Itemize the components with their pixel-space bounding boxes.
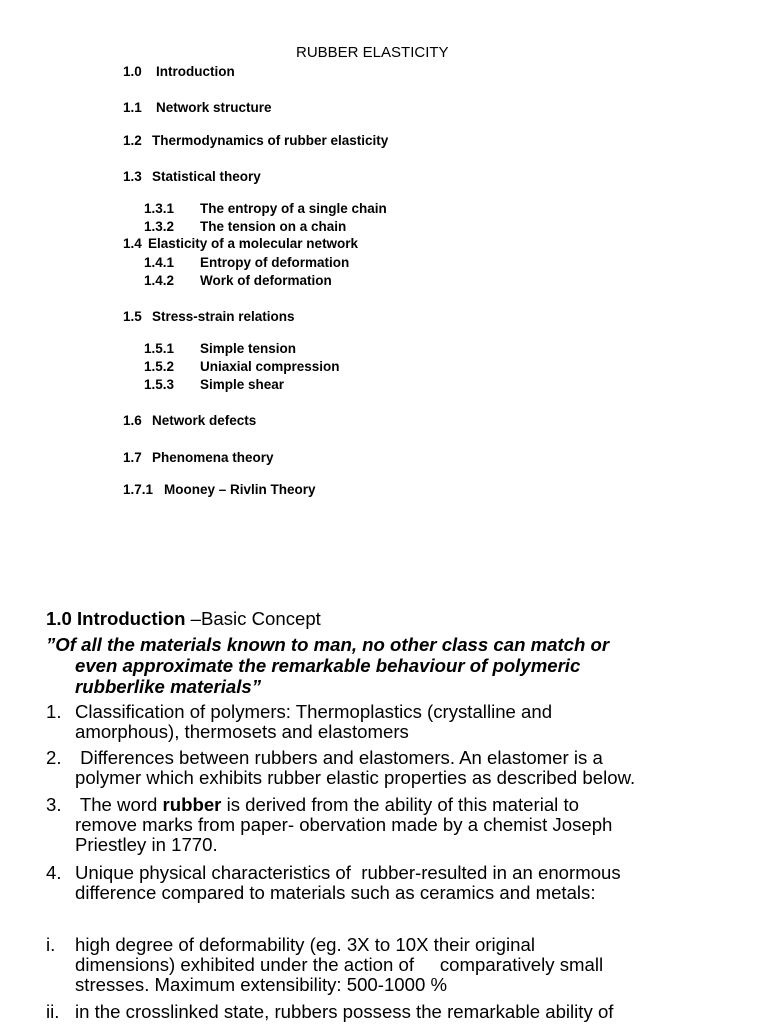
list-item-number: 2. [46,747,62,768]
list-item-line: Differences between rubbers and elastomers. An elastomer is a [75,747,603,768]
toc-number: 1.4.2 [144,273,175,288]
toc-text: Statistical theory [152,169,261,184]
toc-number: 1.3.2 [144,219,175,234]
toc-number: 1.5.2 [144,359,175,374]
toc-text: Simple tension [200,341,297,356]
toc-entry [123,64,235,79]
toc-text: Phenomena theory [152,450,274,465]
toc-entry [123,482,316,497]
list-item-line: amorphous), thermosets and elastomers [75,721,409,742]
toc-entry [123,100,272,115]
list-item-line: dimensions) exhibited under the action of comparatively small [75,954,604,975]
list-item-line: stresses. Maximum extensibility: 500-1000 % [75,974,448,995]
list-item-line: in the crosslinked state, rubbers possess the remarkable ability of [75,1001,614,1022]
list-item-line: Unique physical characteristics of rubber-resulted in an enormous [75,862,621,883]
list-item-line [75,795,612,815]
toc-number: 1.3 [123,169,142,184]
toc-number: 1.5.1 [144,341,175,356]
toc-entry [144,273,332,288]
page-title: RUBBER ELASTICITY [296,44,449,61]
toc-number: 1.6 [123,413,142,428]
list-item-line: Priestley in 1770. [75,834,218,855]
toc-entry [123,309,295,324]
toc-number: 1.3.1 [144,201,175,216]
toc-number: 1.2 [123,133,142,148]
toc-text: Work of deformation [200,273,332,288]
toc-number: 1.5 [123,309,142,324]
list-item-line: difference compared to materials such as ceramics and metals: [75,882,596,903]
list-item-number: 3. [46,794,62,815]
list-item-text: The word [75,794,163,815]
toc-entry [144,201,387,216]
list-item-number: 4. [46,862,62,883]
toc-text: The entropy of a single chain [200,201,387,216]
section-heading-number: 1.0 Introduction [46,608,186,629]
toc-entry [144,341,296,356]
toc-number: 1.5.3 [144,377,175,392]
list-item-line: remove marks from paper- obervation made by a chemist Joseph [75,814,613,835]
toc-number: 1.1 [123,100,142,115]
toc-number: 1.4.1 [144,255,175,270]
toc-text: Entropy of deformation [200,255,350,270]
toc-text: Simple shear [200,377,285,392]
quote-line: ”Of all the materials known to man, no other class can match or [46,634,610,655]
list-item-number: 1. [46,701,62,722]
toc-entry [144,219,346,234]
toc-text: Network defects [152,413,257,428]
toc-number: 1.7 [123,450,142,465]
toc-number: 1.0 [123,64,142,79]
toc-entry [144,377,284,392]
list-item-text: is derived from the ability of this material to [221,794,579,815]
quote-line: even approximate the remarkable behaviour of polymeric [75,655,581,676]
toc-text: Elasticity of a molecular network [148,236,359,251]
toc-text: The tension on a chain [200,219,347,234]
quote-line: rubberlike materials” [75,676,262,697]
toc-entry [123,133,388,148]
toc-number: 1.4 [123,236,142,251]
toc-text: Stress-strain relations [152,309,295,324]
toc-entry [144,255,349,270]
sub-list-item-label: ii. [46,1001,60,1022]
toc-text: Network structure [156,100,272,115]
toc-text: Thermodynamics of rubber elasticity [152,133,389,148]
list-item-line: polymer which exhibits rubber elastic properties as described below. [75,767,636,788]
section-heading-subtitle: –Basic Concept [185,608,321,629]
toc-entry [123,413,256,428]
toc-entry [123,169,261,184]
keyword-rubber: rubber [162,794,222,815]
toc-text: Uniaxial compression [200,359,340,374]
section-heading [46,608,321,630]
toc-text: Mooney – Rivlin Theory [164,482,316,497]
list-item-line: Classification of polymers: Thermoplastics (crystalline and [75,701,553,722]
list-item-line: high degree of deformability (eg. 3X to 10X their original [75,934,535,955]
toc-entry [123,236,358,251]
toc-number: 1.7.1 [123,482,154,497]
toc-entry [144,359,340,374]
toc-entry [123,450,274,465]
toc-text: Introduction [156,64,235,79]
sub-list-item-label: i. [46,934,56,955]
